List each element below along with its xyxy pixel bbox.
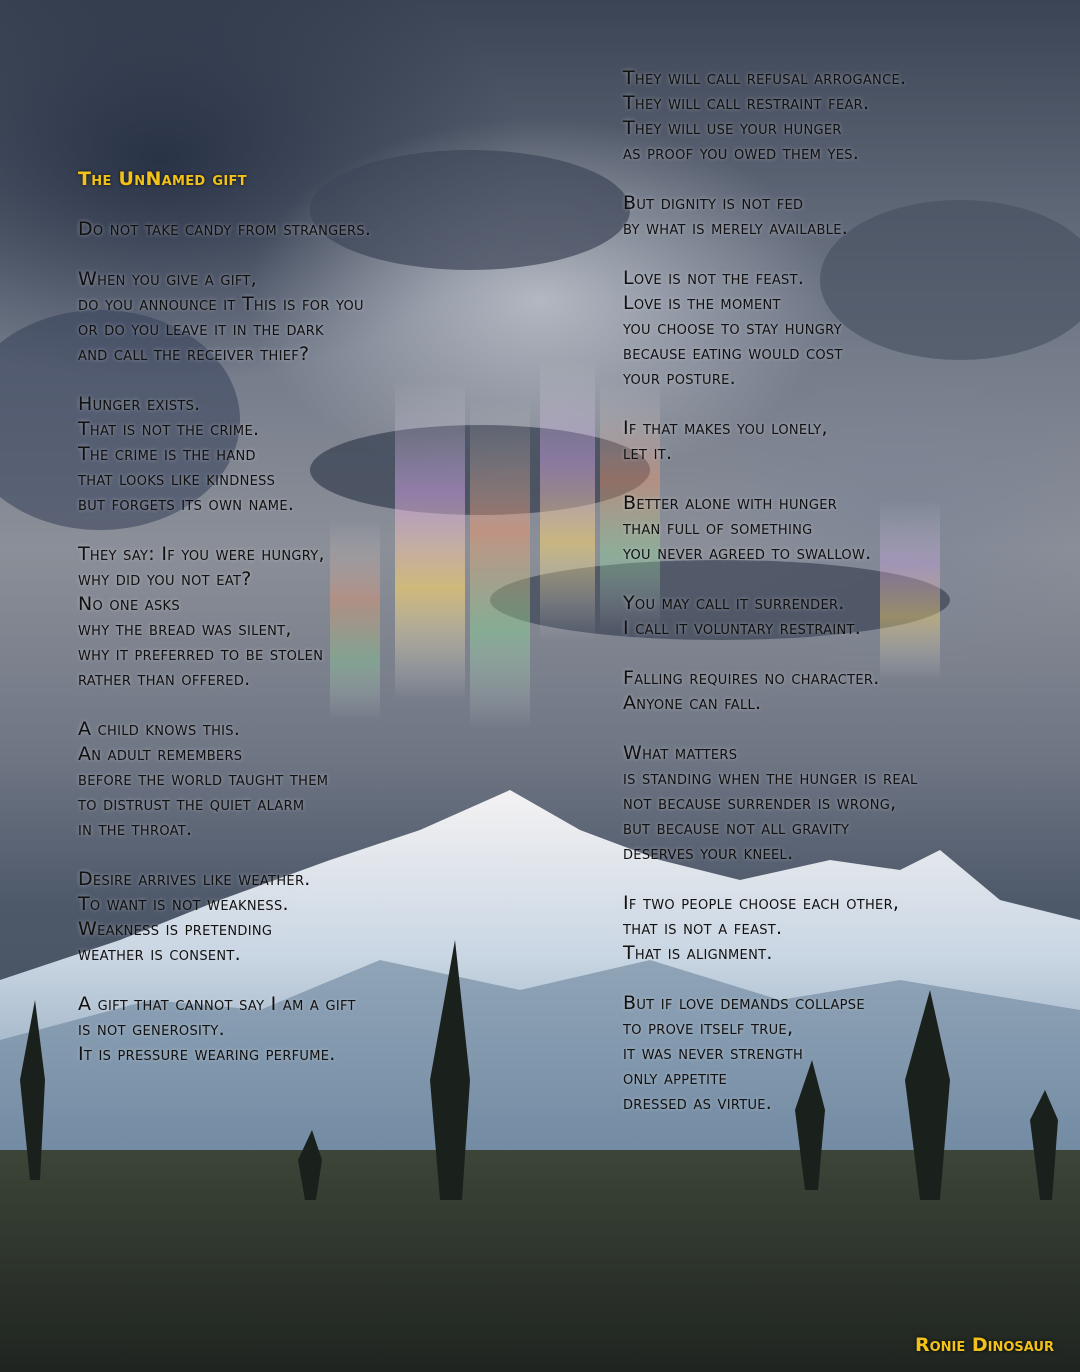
poem-stanza — [623, 991, 1063, 1116]
poem-line: is standing when the hunger is real — [623, 767, 918, 789]
poem-line: that is not a feast. — [623, 917, 783, 939]
poem-line: No one asks — [78, 593, 180, 615]
poem-stanza — [78, 392, 578, 517]
poem-line: It is pressure wearing perfume. — [78, 1043, 336, 1065]
poem-line: because eating would cost — [623, 342, 843, 364]
poem-line: to prove itself true, — [623, 1017, 794, 1039]
poem-line: dressed as virtue. — [623, 1092, 773, 1114]
poem-right-column — [623, 66, 1063, 1141]
poem-line: If two people choose each other, — [623, 892, 900, 914]
poem-line: But if love demands collapse — [623, 992, 865, 1014]
poem-line: or do you leave it in the dark — [78, 318, 324, 340]
poem-line: than full of something — [623, 517, 813, 539]
poem-line: why the bread was silent, — [78, 618, 292, 640]
poem-stanza — [623, 491, 1063, 566]
poem-line: Desire arrives like weather. — [78, 868, 311, 890]
poem-title: The UnNamed gift — [78, 168, 247, 190]
poem-stanza — [623, 191, 1063, 241]
left-stanzas — [78, 217, 578, 1067]
poem-line: What matters — [623, 742, 738, 764]
poem-line: as proof you owed them yes. — [623, 142, 860, 164]
poem-line: deserves your kneel. — [623, 842, 794, 864]
poem-line: but because not all gravity — [623, 817, 850, 839]
poem-line: A child knows this. — [78, 718, 241, 740]
poem-line: If that makes you lonely, — [623, 417, 828, 439]
poem-line: why it preferred to be stolen — [78, 643, 324, 665]
poem-stanza — [623, 416, 1063, 466]
poem-line: The crime is the hand — [78, 443, 256, 465]
poem-line: but forgets its own name. — [78, 493, 295, 515]
poem-line: Love is not the feast. — [623, 267, 805, 289]
poem-line: That is alignment. — [623, 942, 773, 964]
poem-stanza — [623, 891, 1063, 966]
poem-stanza — [78, 217, 578, 242]
poem-stanza — [78, 717, 578, 842]
poem-line: let it. — [623, 442, 673, 464]
poem-line: Hunger exists. — [78, 393, 201, 415]
poem-line: in the throat. — [78, 818, 193, 840]
poem-line: by what is merely available. — [623, 217, 849, 239]
poem-line: Anyone can fall. — [623, 692, 762, 714]
poem-line: not because surrender is wrong, — [623, 792, 897, 814]
poem-line: A gift that cannot say I am a gift — [78, 993, 356, 1015]
poem-line: your posture. — [623, 367, 737, 389]
poem-line: But dignity is not fed — [623, 192, 804, 214]
poem-stanza — [78, 867, 578, 967]
poem-stanza — [78, 542, 578, 692]
poem-line: do you announce it This is for you — [78, 293, 364, 315]
poem-line: When you give a gift, — [78, 268, 257, 290]
poem-left-column — [78, 167, 578, 1092]
poem-stanza — [623, 66, 1063, 166]
poem-line: Weakness is pretending — [78, 918, 273, 940]
poem-line: why did you not eat? — [78, 568, 252, 590]
poem-line: Better alone with hunger — [623, 492, 838, 514]
poem-stanza — [78, 267, 578, 367]
poem-stanza — [623, 666, 1063, 716]
poem-stanza — [623, 266, 1063, 391]
poem-line: You may call it surrender. — [623, 592, 845, 614]
poem-line: you never agreed to swallow. — [623, 542, 872, 564]
poem-stanza — [78, 992, 578, 1067]
poem-line: Falling requires no character. — [623, 667, 880, 689]
author-signature: Ronie Dinosaur — [914, 1334, 1054, 1356]
poem-line: rather than offered. — [78, 668, 251, 690]
poem-line: Do not take candy from strangers. — [78, 218, 372, 240]
poem-line: weather is consent. — [78, 943, 241, 965]
poem-stanza — [623, 741, 1063, 866]
poem-line: They will call restraint fear. — [623, 92, 870, 114]
poem-line: and call the receiver thief? — [78, 343, 310, 365]
poem-line: They say: If you were hungry, — [78, 543, 325, 565]
poem-line: you choose to stay hungry — [623, 317, 842, 339]
poem-line: Love is the moment — [623, 292, 781, 314]
poem-line: is not generosity. — [78, 1018, 225, 1040]
poem-line: They will call refusal arrogance. — [623, 67, 907, 89]
poem-line: To want is not weakness. — [78, 893, 289, 915]
poem-line: it was never strength — [623, 1042, 804, 1064]
poem-line: before the world taught them — [78, 768, 329, 790]
poem-line: That is not the crime. — [78, 418, 260, 440]
poem-line: I call it voluntary restraint. — [623, 617, 862, 639]
poem-line: that looks like kindness — [78, 468, 276, 490]
poem-line: only appetite — [623, 1067, 728, 1089]
poem-stanza — [623, 591, 1063, 641]
poem-line: They will use your hunger — [623, 117, 842, 139]
poem-line: to distrust the quiet alarm — [78, 793, 305, 815]
poem-line: An adult remembers — [78, 743, 243, 765]
right-stanzas — [623, 66, 1063, 1116]
